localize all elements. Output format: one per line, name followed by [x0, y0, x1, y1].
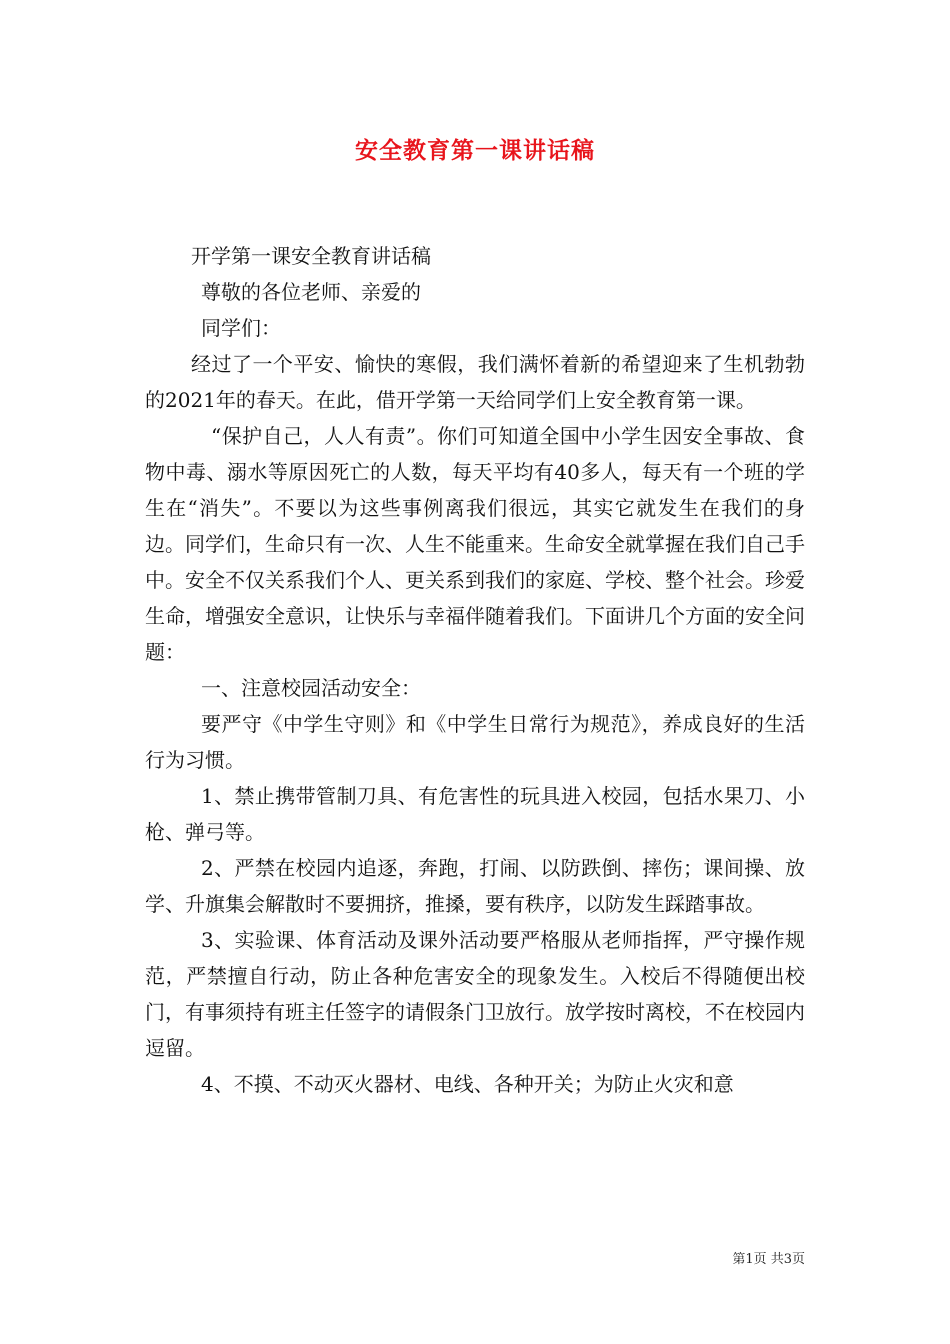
paragraph: 要严守《中学生守则》和《中学生日常行为规范》，养成良好的生活行为习惯。: [145, 712, 805, 772]
list-item: 4、不摸、不动灭火器材、电线、各种开关；为防止火灾和意: [201, 1072, 734, 1096]
list-item: 1、禁止携带管制刀具、有危害性的玩具进入校园，包括水果刀、小枪、弹弓等。: [145, 784, 805, 844]
page-number: 第1页 共3页: [732, 1252, 805, 1267]
paragraph-greeting-cont: 同学们：: [201, 316, 281, 340]
list-item: 2、严禁在校园内追逐，奔跑，打闹、以防跌倒、摔伤；课间操、放学、升旗集会解散时不要拥挤，推搡，要有秩序，以防发生踩踏事故。: [145, 856, 805, 916]
section-heading: 一、注意校园活动安全：: [201, 676, 421, 700]
paragraph: “保护自己，人人有责”。你们可知道全国中小学生因安全事故、食物中毒、溺水等原因死亡的人数，每天平均有40多人，每天有一个班的学生在“消失”。不要以为这些事例离我们很远，其实它就发生在我们的身边。同学们，生命只有一次、人生不能重来。生命安全就掌握在我们自己手中。安全不仅关系我们个人、更关系到我们的家庭、学校、整个社会。珍爱生命，增强安全意识，让快乐与幸福伴随着我们。下面讲几个方面的安全问题：: [145, 424, 805, 664]
document-body: [145, 238, 805, 1102]
list-item: 3、实验课、体育活动及课外活动要严格服从老师指挥，严守操作规范，严禁擅自行动，防止各种危害安全的现象发生。入校后不得随便出校门，有事须持有班主任签字的请假条门卫放行。放学按时离校，不在校园内逗留。: [145, 928, 805, 1060]
paragraph-subtitle: 开学第一课安全教育讲话稿: [191, 244, 431, 268]
document-title: 安全教育第一课讲话稿: [355, 138, 595, 164]
paragraph: 经过了一个平安、愉快的寒假，我们满怀着新的希望迎来了生机勃勃的2021年的春天。在此，借开学第一天给同学们上安全教育第一课。: [145, 352, 805, 412]
paragraph-greeting: 尊敬的各位老师、亲爱的: [201, 280, 421, 304]
